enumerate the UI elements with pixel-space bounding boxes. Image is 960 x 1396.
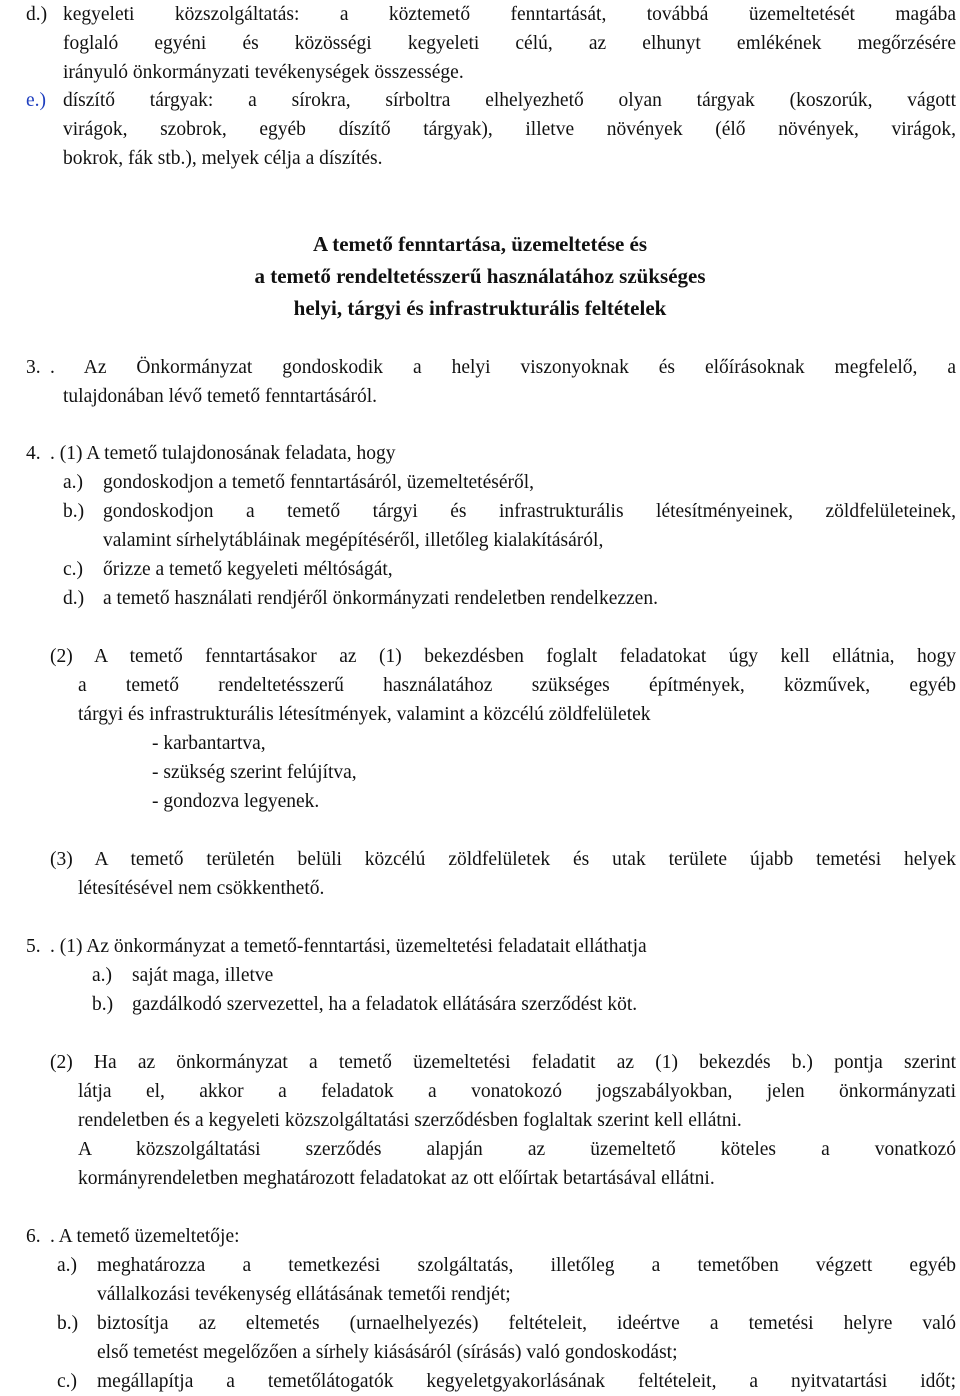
- section-4-number: 4.: [26, 443, 41, 464]
- section-3-number: 3.: [26, 357, 41, 378]
- section-5-item-b-text: gazdálkodó szervezettel, ha a feladatok ellátására szerződést köt.: [132, 994, 638, 1015]
- section-5-p2-line-1: (2) Ha az önkormányzat a temető üzemeltetési feladatit az (1) bekezdés b.) pontja szerint: [50, 1052, 956, 1073]
- section-4-item-b-line-2: valamint sírhelytábláinak megépítéséről, illetőleg kialakításáról,: [103, 530, 604, 551]
- section-6-item-c-label: c.): [57, 1371, 78, 1392]
- section-6-item-b-label: b.): [57, 1313, 79, 1334]
- section-heading-line-1: A temető fenntartása, üzemeltetése és: [312, 232, 648, 256]
- section-6-item-a-line-2: vállalkozási tevékenység ellátásának temetői rendjét;: [97, 1284, 511, 1305]
- section-5-item-a-label: a.): [92, 965, 113, 986]
- section-4-item-b-label: b.): [63, 501, 85, 522]
- section-4-item-b-line-1: gondoskodjon a temető tárgyi és infrastrukturális létesítményeinek, zöldfelületeinek,: [103, 501, 956, 522]
- section-4-p3-line-2: létesítésével nem csökkenthető.: [78, 878, 325, 899]
- section-4-item-a-label: a.): [63, 472, 84, 493]
- section-4-intro: . (1) A temető tulajdonosának feladata, hogy: [50, 443, 396, 464]
- item-e-line-3: bokrok, fák stb.), melyek célja a díszítés.: [63, 148, 383, 169]
- section-4-dash-2: - szükség szerint felújítva,: [152, 762, 357, 783]
- section-heading-line-2: a temető rendeltetésszerű használatához szükséges: [254, 264, 706, 288]
- section-4-p2-line-1: (2) A temető fenntartásakor az (1) bekezdésben foglalt feladatokat úgy kell ellátnia, hogy: [50, 646, 956, 667]
- section-4-item-c-label: c.): [63, 559, 84, 580]
- section-6-item-a-line-1: meghatározza a temetkezési szolgáltatás, illetőleg a temetőben végzett egyéb: [97, 1255, 956, 1276]
- section-3-line-1: . Az Önkormányzat gondoskodik a helyi viszonyoknak és előírásoknak megfelelő, a: [50, 357, 956, 378]
- section-4-item-a-text: gondoskodjon a temető fenntartásáról, üzemeltetéséről,: [103, 472, 535, 493]
- section-5-item-a-text: saját maga, illetve: [132, 965, 274, 986]
- section-4-item-d-text: a temető használati rendjéről önkormányzati rendeletben rendelkezzen.: [103, 588, 658, 609]
- section-6-item-c-line-1: megállapítja a temetőlátogatók kegyeletgyakorlásának feltételeit, a nyitvatartási időt;: [97, 1371, 956, 1392]
- section-6-item-b-line-1: biztosítja az eltemetés (urnaelhelyezés) feltételeit, ideértve a temetési helyre való: [97, 1313, 956, 1334]
- section-4-dash-3: - gondozva legyenek.: [152, 791, 320, 812]
- section-6-number: 6.: [26, 1226, 41, 1247]
- section-4-p2-line-3: tárgyi és infrastrukturális létesítmények, valamint a közcélú zöldfelületek: [78, 704, 651, 725]
- section-5-p2-line-4: A közszolgáltatási szerződés alapján az üzemeltető köteles a vonatkozó: [78, 1139, 956, 1160]
- section-6-item-a-label: a.): [57, 1255, 78, 1276]
- section-6-item-b-line-2: első temetést megelőzően a sírhely kiásásáról (sírásás) való gondoskodást;: [97, 1342, 678, 1363]
- section-heading-line-3: helyi, tárgyi és infrastrukturális feltételek: [293, 296, 667, 320]
- section-5-item-b-label: b.): [92, 994, 114, 1015]
- item-d-label: d.): [26, 4, 48, 25]
- section-6-intro: . A temető üzemeltetője:: [50, 1226, 240, 1247]
- section-5-p2-line-2: látja el, akkor a feladatok a vonatokozó jogszabályokban, jelen önkormányzati: [78, 1081, 956, 1102]
- section-4-p2-line-2: a temető rendeltetésszerű használatához szükséges építmények, közművek, egyéb: [78, 675, 956, 696]
- section-5-number: 5.: [26, 936, 41, 957]
- item-d-line-2: foglaló egyéni és közösségi kegyeleti célú, az elhunyt emlékének megőrzésére: [63, 33, 956, 54]
- section-5-p2-line-3: rendeletben és a kegyeleti közszolgáltatási szerződésben foglaltak szerint kell ellátni.: [78, 1110, 742, 1131]
- section-5-intro: . (1) Az önkormányzat a temető-fenntartási, üzemeltetési feladatait elláthatja: [50, 936, 647, 957]
- item-e-label: e.): [26, 90, 47, 111]
- section-3-line-2: tulajdonában lévő temető fenntartásáról.: [63, 386, 378, 407]
- section-5-p2-line-5: kormányrendeletben meghatározott feladatokat az ott előírtak betartásával ellátni.: [78, 1168, 715, 1189]
- section-4-dash-1: - karbantartva,: [152, 733, 266, 754]
- section-4-item-c-text: őrizze a temető kegyeleti méltóságát,: [103, 559, 393, 580]
- item-d-line-1: kegyeleti közszolgáltatás: a köztemető fenntartását, továbbá üzemeltetését magába: [63, 4, 956, 25]
- item-e-line-2: virágok, szobrok, egyéb díszítő tárgyak), illetve növények (élő növények, virágok,: [63, 119, 956, 140]
- section-4-item-d-label: d.): [63, 588, 85, 609]
- item-d-line-3: irányuló önkormányzati tevékenységek összessége.: [63, 62, 464, 83]
- section-4-p3-line-1: (3) A temető területén belüli közcélú zöldfelületek és utak területe újabb temetési helyek: [50, 849, 956, 870]
- item-e-line-1: díszítő tárgyak: a sírokra, sírboltra elhelyezhető olyan tárgyak (koszorúk, vágott: [63, 90, 956, 111]
